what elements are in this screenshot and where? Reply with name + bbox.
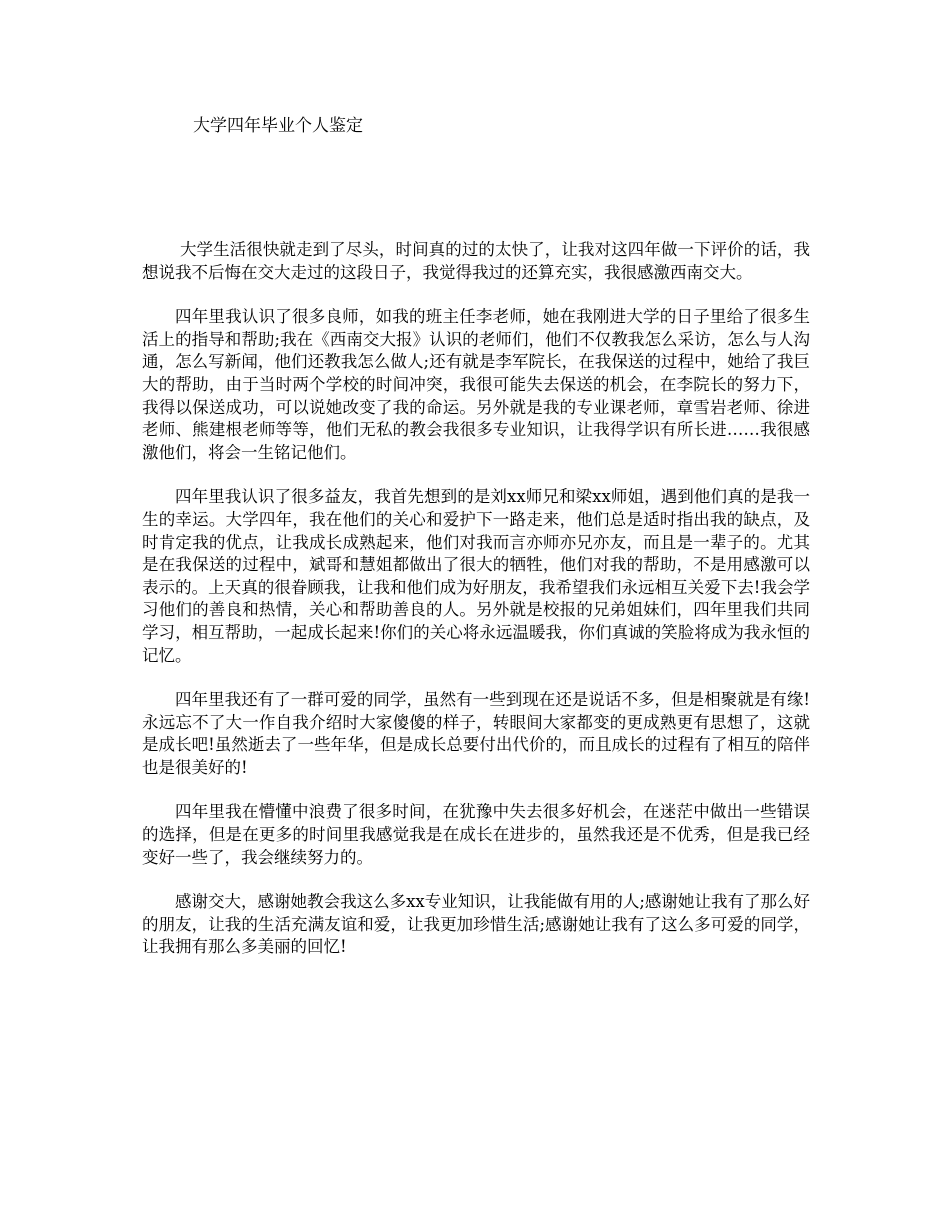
paragraph-friends: 四年里我认识了很多益友，我首先想到的是刘xx师兄和梁xx师姐，遇到他们真的是我一生的幸运。大学四年，我在他们的关心和爱护下一路走来，他们总是适时指出我的缺点，及时肯定我的优点，让我成长成熟起来，他们对我而言亦师亦兄亦友，而且是一辈子的。尤其是在我保送的过程中，斌哥和慧姐都做出了很大的牺牲，他们对我的帮助，不是用感激可以表示的。上天真的很眷顾我，让我和他们成为好朋友，我希望我们永远相互关爱下去!我会学习他们的善良和热情，关心和帮助善良的人。另外就是校报的兄弟姐妹们，四年里我们共同学习，相互帮助，一起成长起来!你们的关心将永远温暖我，你们真诚的笑脸将成为我永恒的记忆。 — [142, 487, 810, 665]
document-body — [142, 239, 810, 981]
paragraph-teachers: 四年里我认识了很多良师，如我的班主任李老师，她在我刚进大学的日子里给了很多生活上的指导和帮助;我在《西南交大报》认识的老师们，他们不仅教我怎么采访，怎么与人沟通，怎么写新闻，他们还教我怎么做人;还有就是李军院长，在我保送的过程中，她给了我巨大的帮助，由于当时两个学校的时间冲突，我很可能失去保送的机会，在李院长的努力下，我得以保送成功，可以说她改变了我的命运。另外就是我的专业课老师，章雪岩老师、徐进老师、熊建根老师等等，他们无私的教会我很多专业知识，让我得学识有所长进……我很感激他们，将会一生铭记他们。 — [142, 307, 810, 462]
paragraph-intro: 大学生活很快就走到了尽头，时间真的过的太快了，让我对这四年做一下评价的话，我想说我不后悔在交大走过的这段日子，我觉得我过的还算充实，我很感激西南交大。 — [142, 240, 810, 282]
paragraph-classmates: 四年里我还有了一群可爱的同学，虽然有一些到现在还是说话不多，但是相聚就是有缘!永远忘不了大一作自我介绍时大家傻傻的样子，转眼间大家都变的更成熟更有思想了，这就是成长吧!虽然逝去了一些年华，但是成长总要付出代价的，而且成长的过程有了相互的陪伴也是很美好的! — [142, 690, 810, 777]
paragraph-thanks: 感谢交大，感谢她教会我这么多xx专业知识，让我能做有用的人;感谢她让我有了那么好的朋友，让我的生活充满友谊和爱，让我更加珍惜生活;感谢她让我有了这么多可爱的同学，让我拥有那么多美丽的回忆! — [142, 892, 810, 957]
document-title: 大学四年毕业个人鉴定 — [193, 116, 363, 136]
paragraph-reflection: 四年里我在懵懂中浪费了很多时间，在犹豫中失去很多好机会，在迷茫中做出一些错误的选择，但是在更多的时间里我感觉我是在成长在进步的，虽然我还是不优秀，但是我已经变好一些了，我会继续努力的。 — [142, 802, 810, 867]
